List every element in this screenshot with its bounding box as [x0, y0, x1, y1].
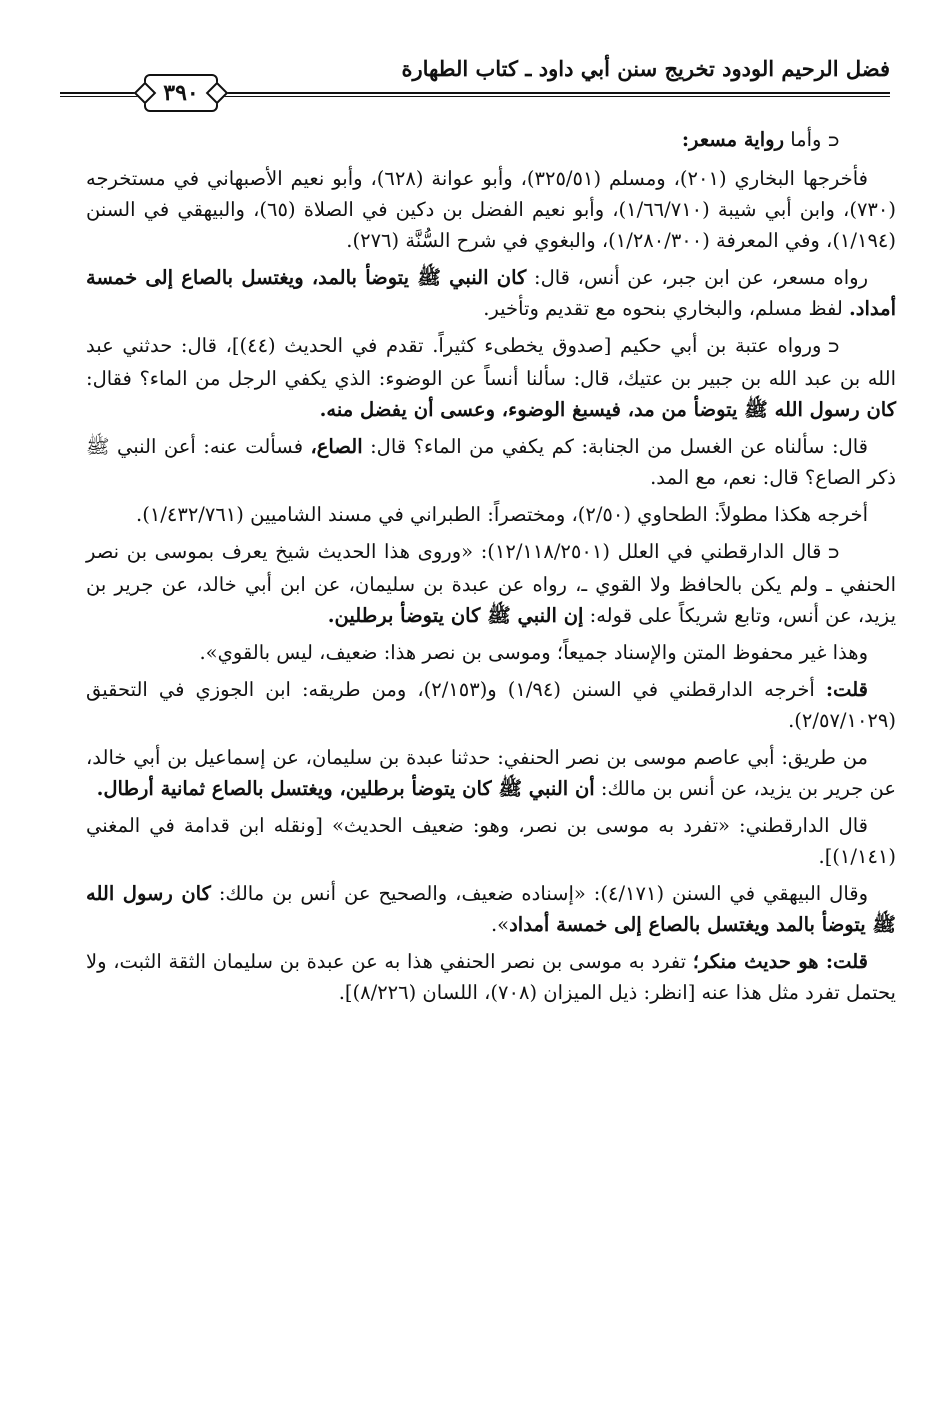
bold-text: كان رسول الله ﷺ يتوضأ بالمد ويغتسل بالصاع إلى خمسة أمداد	[86, 882, 896, 936]
text-run: فأخرجها البخاري (٢٠١)، ومسلم (٣٢٥/٥١)، وأبو عوانة (٦٢٨)، وأبو نعيم الأصبهاني في مستخرجه (٧٣٠)، وابن أبي شيبة (١/٦٦/٧١٠)، وأبو نعيم الفضل بن دكين في الصلاة (٦٥)، والبيهقي في السنن (١/١٩٤)، وفي المعرفة (١/٢٨٠/٣٠٠)، والبغوي في شرح السُّنَّة (٢٧٦).	[86, 167, 896, 252]
running-title: فضل الرحيم الودود تخريج سنن أبي داود ـ كتاب الطهارة	[401, 56, 890, 81]
text-run: ».	[490, 913, 510, 936]
page-body	[86, 124, 896, 1014]
text-run: وقال البيهقي في السنن (٤/١٧١): «إسناده ضعيف، والصحيح عن أنس بن مالك:	[210, 882, 869, 905]
bold-text: قلت:	[825, 678, 868, 701]
text-run: فسألت عنه: أعن النبي ﷺ ذكر الصاع؟ قال: نعم، مع المد.	[86, 435, 896, 489]
bold-text: إن النبي ﷺ كان يتوضأ برطلين.	[327, 604, 584, 627]
text-run: رواه مسعر، عن ابن جبر، عن أنس، قال:	[526, 266, 868, 289]
page-header	[60, 46, 890, 110]
paragraph	[86, 163, 896, 256]
bold-text: الصاع،	[310, 435, 363, 458]
paragraph	[86, 124, 896, 157]
bullet-icon: ⊂	[827, 544, 840, 562]
text-run: تفرد به موسى بن نصر الحنفي هذا به عن عبدة بن سليمان الثقة الثبت، ولا يحتمل تفرد مثل هذا عنه [انظر: ذيل الميزان (٧٠٨)، اللسان (٨/٢٢٦)].	[86, 950, 896, 1004]
bold-text: كان النبي ﷺ يتوضأ بالمد، ويغتسل بالصاع إلى خمسة أمداد.	[86, 266, 896, 320]
paragraph	[86, 431, 896, 493]
text-run: قال الدارقطني: «تفرد به موسى بن نصر، وهو: ضعيف الحديث» [ونقله ابن قدامة في المغني (١/١٤١)].	[86, 814, 896, 868]
paragraph	[86, 637, 896, 668]
text-run: من طريق: أبي عاصم موسى بن نصر الحنفي: حدثنا عبدة بن سليمان، عن إسماعيل بن أبي خالد، عن جرير بن يزيد، عن أنس بن مالك:	[86, 746, 896, 800]
bullet-icon: ⊂	[827, 132, 840, 150]
paragraph	[86, 536, 896, 631]
paragraph	[86, 742, 896, 804]
bold-text: رواية مسعر:	[681, 128, 784, 151]
paragraph	[86, 878, 896, 940]
text-run: قال الدارقطني في العلل (١٢/١١٨/٢٥٠١): «وروى هذا الحديث شيخ يعرف بموسى بن نصر الحنفي ـ ولم يكن بالحافظ ولا القوي ـ، رواه عن عبدة بن سليمان، عن ابن أبي خالد، عن جرير بن يزيد، عن أنس، وتابع شريكاً على قوله:	[86, 540, 896, 627]
paragraph	[86, 330, 896, 425]
paragraph	[86, 499, 896, 530]
text-run: لفظ مسلم، والبخاري بنحوه مع تقديم وتأخير.	[483, 297, 849, 320]
paragraph	[86, 262, 896, 324]
text-run: أخرجه الدارقطني في السنن (١/٩٤) و(٢/١٥٣)، ومن طريقه: ابن الجوزي في التحقيق (٢/٥٧/١٠٢٩).	[86, 678, 896, 732]
text-run: قال: سألناه عن الغسل من الجنابة: كم يكفي من الماء؟ قال:	[362, 435, 868, 458]
bold-text: كان رسول الله ﷺ يتوضأ من مد، فيسبغ الوضوء، وعسى أن يفضل منه.	[319, 398, 896, 421]
paragraph	[86, 674, 896, 736]
text-run: ورواه عتبة بن أبي حكيم [صدوق يخطىء كثيراً. تقدم في الحديث (٤٤)]، قال: حدثني عبد الله بن عبد الله بن جبير بن عتيك، قال: سألنا أنساً عن الوضوء: الذي يكفي الرجل من الماء؟ فقال:	[86, 334, 896, 390]
text-run: أخرجه هكذا مطولاً: الطحاوي (٢/٥٠)، ومختصراً: الطبراني في مسند الشاميين (١/٤٣٢/٧٦١).	[136, 503, 868, 526]
text-run: وهذا غير محفوظ المتن والإسناد جميعاً؛ وموسى بن نصر هذا: ضعيف، ليس بالقوي».	[199, 641, 868, 664]
paragraph	[86, 946, 896, 1008]
text-run: وأما	[784, 128, 822, 151]
bullet-icon: ⊂	[827, 338, 840, 356]
bold-text: قلت: هو حديث منكر؛	[692, 950, 868, 973]
bold-text: أن النبي ﷺ كان يتوضأ برطلين، ويغتسل بالصاع ثمانية أرطال.	[96, 777, 595, 800]
page-number: ٣٩٠	[144, 74, 218, 112]
paragraph	[86, 810, 896, 872]
